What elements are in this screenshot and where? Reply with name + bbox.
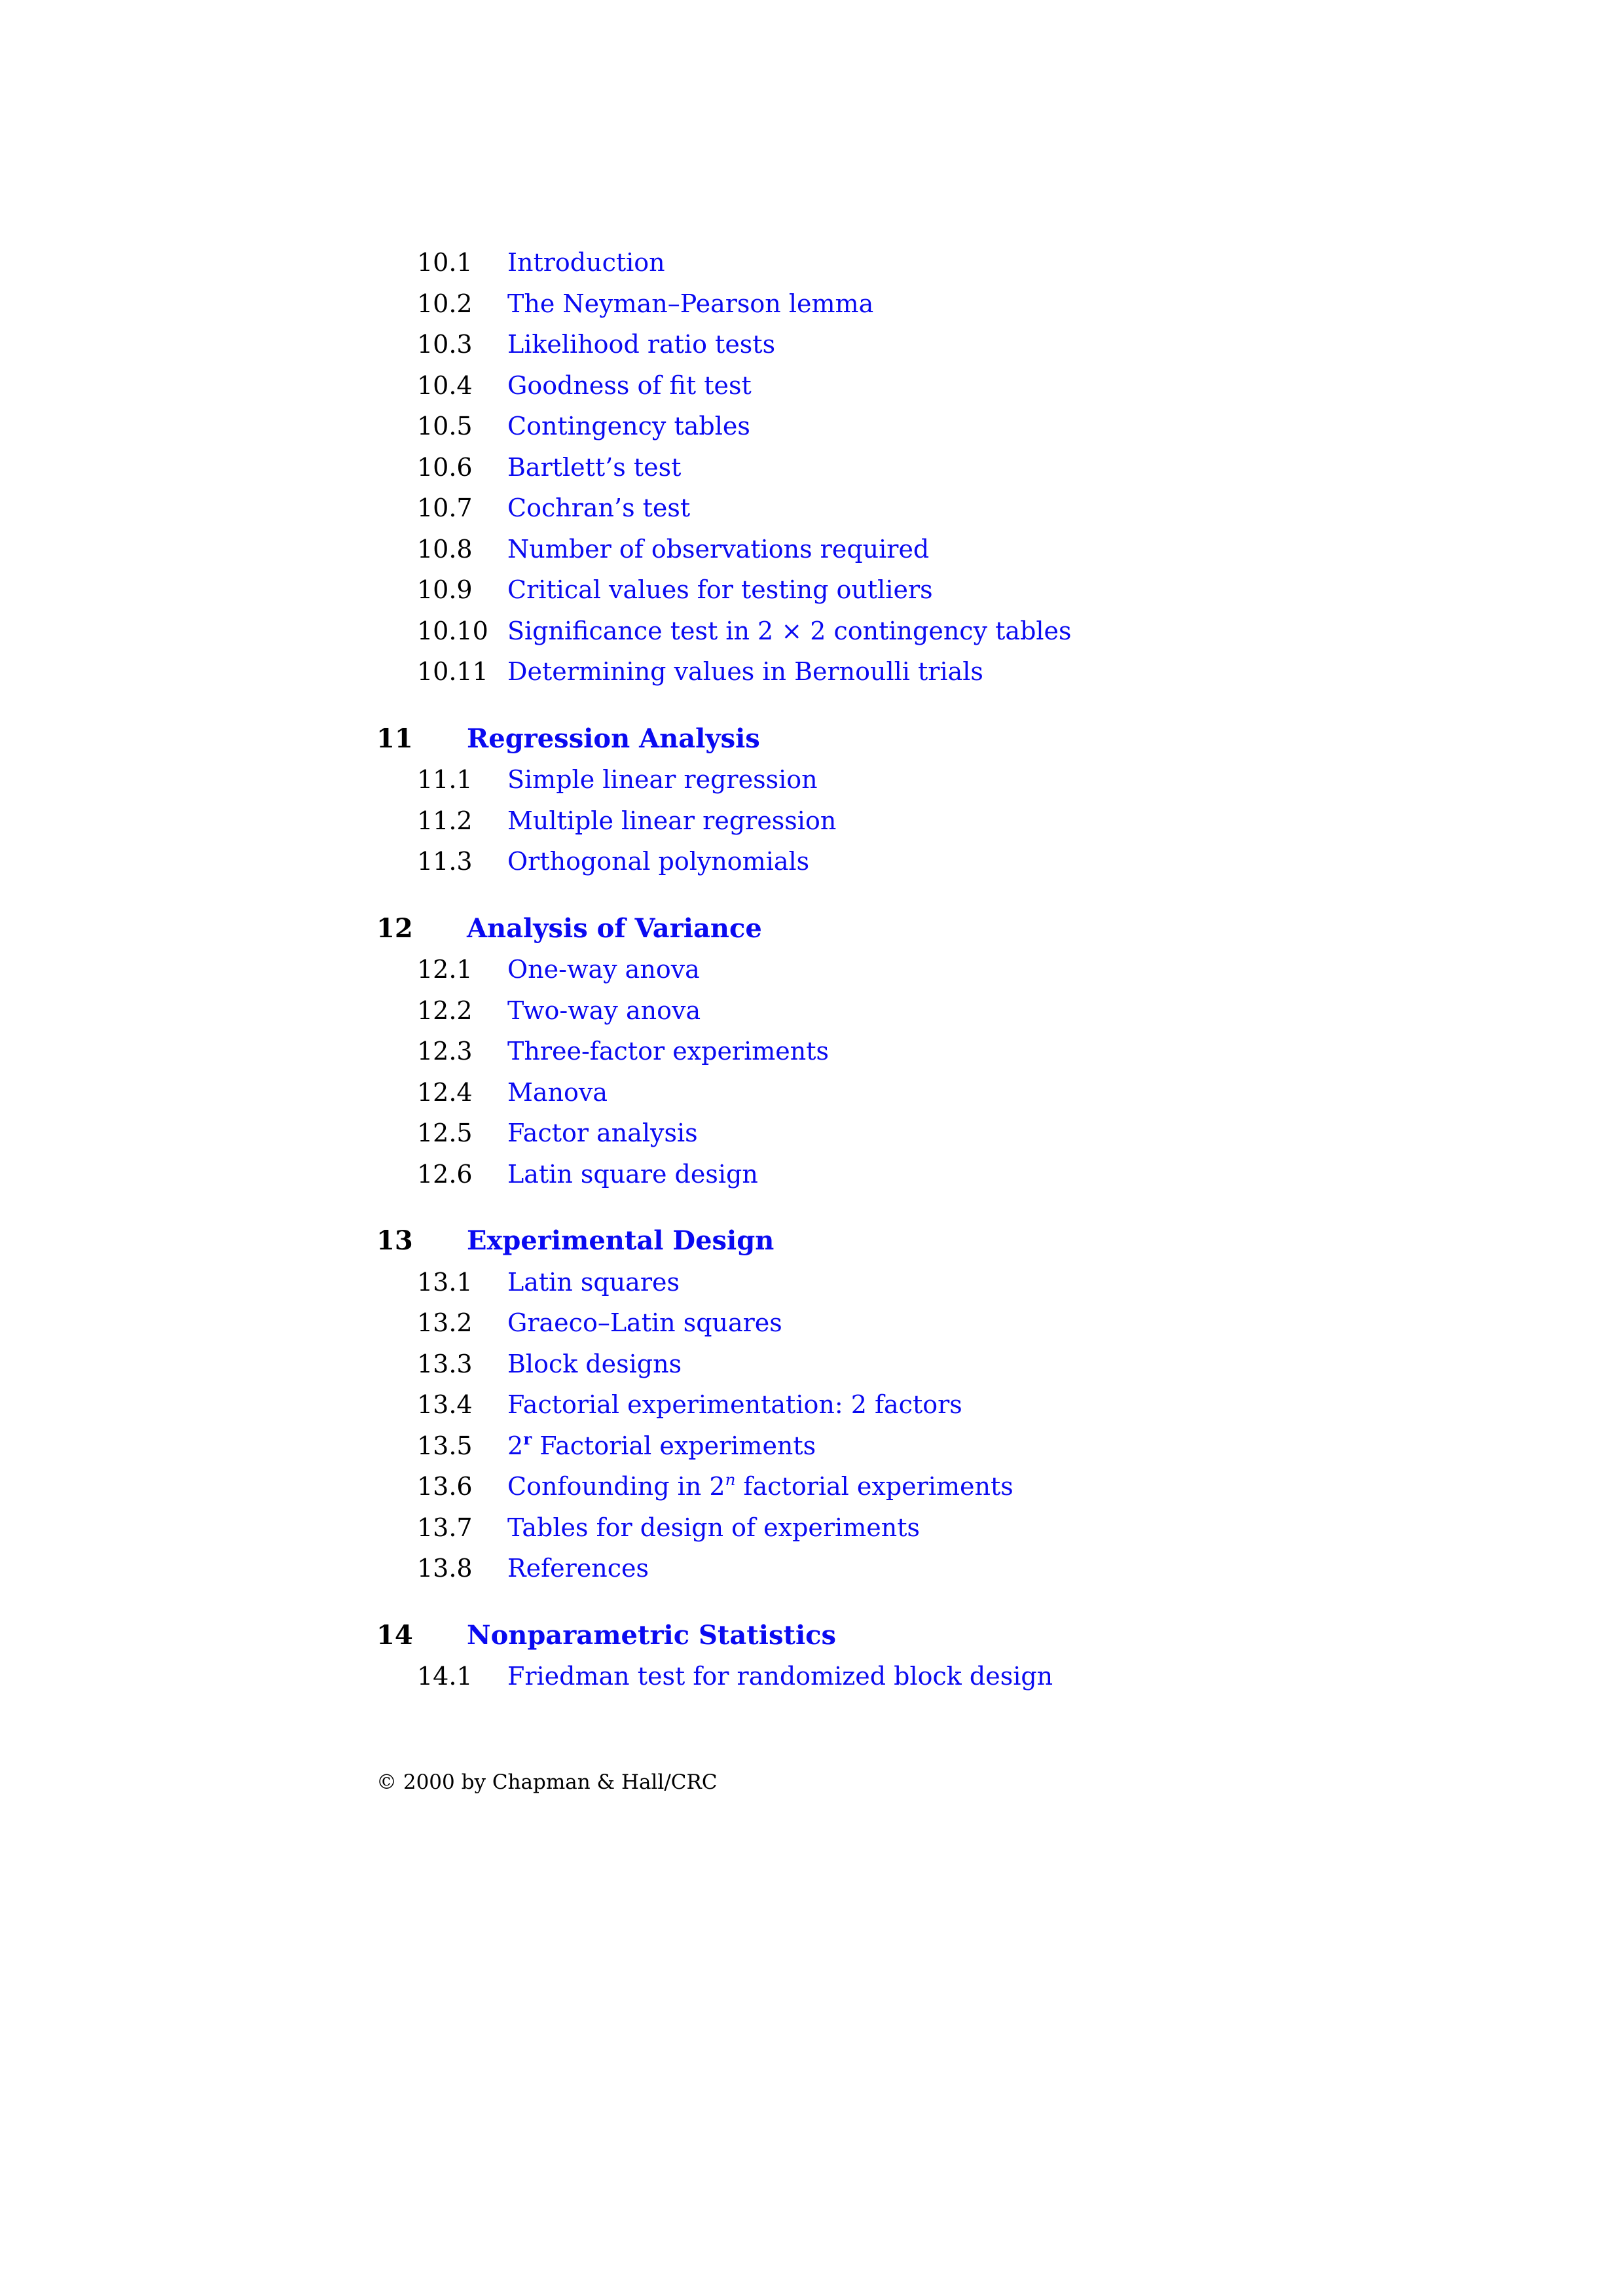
section-number: 13.7: [417, 1513, 473, 1542]
section-number: 10.3: [417, 330, 473, 359]
chapter-number: 12: [376, 913, 413, 944]
section-number: 13.4: [417, 1390, 473, 1419]
chapter-number: 11: [376, 723, 413, 754]
section-title-link[interactable]: Introduction: [507, 248, 665, 277]
section-number: 12.4: [417, 1078, 473, 1107]
section-number: 13.2: [417, 1308, 473, 1337]
section-number: 10.8: [417, 535, 473, 564]
section-title-link[interactable]: Orthogonal polynomials: [507, 847, 810, 876]
section-title-link[interactable]: Multiple linear regression: [507, 806, 837, 835]
section-number: 13.1: [417, 1268, 473, 1297]
section-title-link[interactable]: Cochran’s test: [507, 493, 691, 522]
section-title-link[interactable]: Factorial experimentation: 2 factors: [507, 1390, 962, 1419]
section-number: 11.3: [417, 847, 473, 876]
section-title-link[interactable]: Manova: [507, 1078, 608, 1107]
section-number: 12.3: [417, 1037, 473, 1066]
chapter-title-link[interactable]: Analysis of Variance: [467, 913, 762, 944]
title-text: Confounding in 2: [507, 1472, 725, 1501]
section-title-link[interactable]: Likelihood ratio tests: [507, 330, 776, 359]
section-number: 10.7: [417, 493, 473, 522]
copyright-notice: [376, 1767, 718, 1797]
section-number: 13.3: [417, 1350, 473, 1378]
section-number: 11.2: [417, 806, 473, 835]
section-title-link[interactable]: One-way anova: [507, 955, 700, 984]
chapter-title-link[interactable]: Nonparametric Statistics: [467, 1620, 837, 1651]
section-number: 12.6: [417, 1160, 473, 1189]
section-number: 12.2: [417, 996, 473, 1025]
section-title-link[interactable]: Simple linear regression: [507, 765, 818, 794]
section-number: 10.4: [417, 371, 473, 400]
section-title-link[interactable]: Determining values in Bernoulli trials: [507, 657, 983, 686]
chapter-title-link[interactable]: Experimental Design: [467, 1225, 775, 1256]
section-number: 10.1: [417, 248, 473, 277]
section-number: 10.5: [417, 412, 473, 440]
title-text: Factorial experiments: [532, 1431, 816, 1460]
title-superscript: r: [523, 1429, 532, 1449]
section-number: 10.10: [417, 617, 488, 645]
section-title-link[interactable]: Bartlett’s test: [507, 453, 682, 482]
section-number: 13.5: [417, 1431, 473, 1460]
section-number: 10.11: [417, 657, 488, 686]
section-title-link[interactable]: Number of observations required: [507, 535, 930, 564]
section-number: 11.1: [417, 765, 473, 794]
section-number: 10.9: [417, 575, 473, 604]
chapter-number: 13: [376, 1225, 413, 1256]
copyright-symbol: ©: [376, 1770, 397, 1794]
section-title-link[interactable]: The Neyman–Pearson lemma: [507, 289, 874, 318]
section-title-link[interactable]: Friedman test for randomized block design: [507, 1662, 1053, 1691]
section-number: 10.6: [417, 453, 473, 482]
section-title-link[interactable]: Latin square design: [507, 1160, 758, 1189]
section-title-link[interactable]: Block designs: [507, 1350, 682, 1378]
section-title-link[interactable]: Latin squares: [507, 1268, 680, 1297]
section-number: 13.6: [417, 1472, 473, 1501]
section-title-link[interactable]: Two-way anova: [507, 996, 701, 1025]
section-title-link[interactable]: [507, 1426, 816, 1465]
section-title-link[interactable]: References: [507, 1554, 649, 1583]
title-superscript: n: [725, 1470, 736, 1490]
section-number: 13.8: [417, 1554, 473, 1583]
section-title-link[interactable]: Three-factor experiments: [507, 1037, 830, 1066]
title-text: 2: [507, 1431, 524, 1460]
section-number: 12.1: [417, 955, 473, 984]
section-title-link[interactable]: Goodness of fit test: [507, 371, 752, 400]
section-title-link[interactable]: Factor analysis: [507, 1119, 698, 1147]
section-number: 12.5: [417, 1119, 473, 1147]
section-title-link[interactable]: Critical values for testing outliers: [507, 575, 933, 604]
section-number: 10.2: [417, 289, 473, 318]
chapter-title-link[interactable]: Regression Analysis: [467, 723, 760, 754]
section-title-link[interactable]: Contingency tables: [507, 412, 750, 440]
title-text: factorial experiments: [735, 1472, 1013, 1501]
section-title-link[interactable]: [507, 1467, 1013, 1506]
section-title-link[interactable]: Graeco–Latin squares: [507, 1308, 782, 1337]
section-number: 14.1: [417, 1662, 473, 1691]
section-title-link[interactable]: Significance test in 2 × 2 contingency tables: [507, 617, 1072, 645]
section-title-link[interactable]: Tables for design of experiments: [507, 1513, 920, 1542]
copyright-text: 2000 by Chapman & Hall/CRC: [403, 1770, 718, 1794]
chapter-number: 14: [376, 1620, 413, 1651]
